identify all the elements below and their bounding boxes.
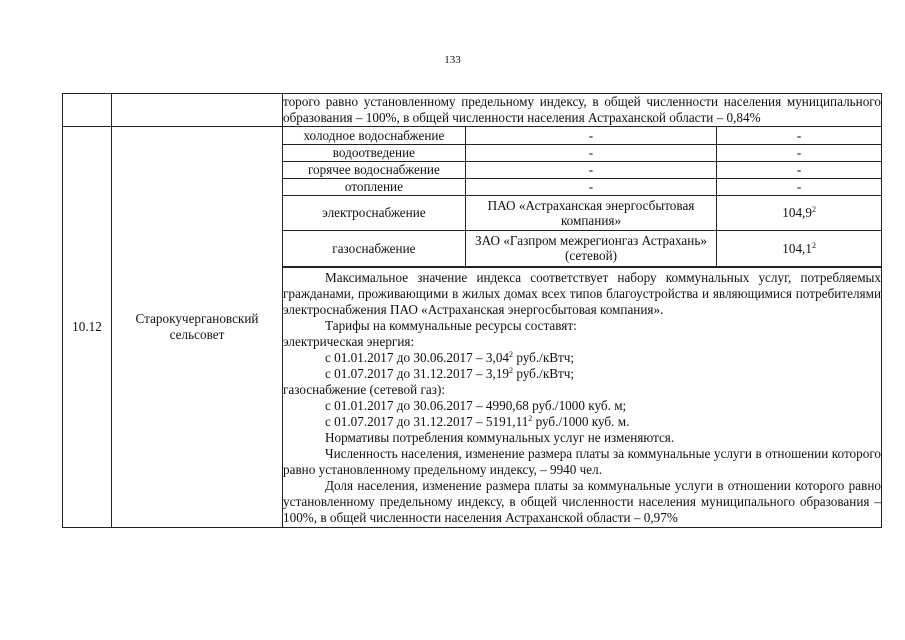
service-provider: ПАО «Астраханская энергосбытовая компания» bbox=[465, 195, 716, 230]
service-row bbox=[283, 161, 881, 178]
gas-tariff-2 bbox=[283, 414, 881, 430]
gas-tariff-1: с 01.01.2017 до 30.06.2017 – 4990,68 руб./1000 куб. м; bbox=[325, 397, 627, 413]
service-name: холодное водоснабжение bbox=[283, 127, 465, 144]
service-index-cell bbox=[717, 195, 881, 230]
gas-label: газоснабжение (сетевой газ): bbox=[283, 381, 446, 397]
service-provider: - bbox=[465, 178, 716, 195]
max-index-paragraph: Максимальное значение индекса соответствует набору коммунальных услуг, потребляемых гражданами, проживающими в жилых домах всех типов благоустройства и являющимися потребителями электроснабжения ПАО «Астраханская энергосбытовая компания». bbox=[283, 269, 881, 317]
table-row bbox=[63, 94, 882, 127]
service-name: отопление bbox=[283, 178, 465, 195]
service-provider: - bbox=[465, 161, 716, 178]
page-number: 133 bbox=[444, 54, 461, 66]
share-paragraph: Доля населения, изменение размера платы за коммунальные услуги в отношении которого равно установленному предельному индексу, в общей численности населения муниципального образования – 100%, в общей численности населения Астраханской области – 0,97% bbox=[283, 477, 881, 525]
service-provider: - bbox=[465, 127, 716, 144]
footnote-mark: 2 bbox=[528, 413, 533, 423]
service-name: газоснабжение bbox=[283, 230, 465, 266]
entry-number: 10.12 bbox=[63, 127, 112, 528]
service-index: - bbox=[717, 161, 881, 178]
continued-share-text: торого равно установленному предельному индексу, в общей численности населения муниципального образования – 100%, в общей численности населения Астраханской области – 0,84% bbox=[283, 94, 881, 125]
footnote-mark: 2 bbox=[811, 205, 816, 214]
service-index: - bbox=[717, 127, 881, 144]
service-name: водоотведение bbox=[283, 144, 465, 161]
service-row bbox=[283, 195, 881, 230]
empty-name-cell bbox=[112, 94, 283, 127]
tariffs-intro: Тарифы на коммунальные ресурсы составят: bbox=[325, 317, 577, 333]
service-row bbox=[283, 178, 881, 195]
footnote-mark: 2 bbox=[509, 349, 514, 359]
service-provider: - bbox=[465, 144, 716, 161]
service-name: электроснабжение bbox=[283, 195, 465, 230]
empty-number-cell bbox=[63, 94, 112, 127]
service-row bbox=[283, 230, 881, 266]
entry-name: Старокучергановский сельсовет bbox=[112, 127, 283, 528]
service-provider: ЗАО «Газпром межрегионгаз Астрахань» (сетевой) bbox=[465, 230, 716, 266]
tariff-text: с 01.07.2017 до 31.12.2017 – 5191,11 bbox=[325, 413, 529, 429]
footnote-mark: 2 bbox=[509, 365, 514, 375]
norms-paragraph: Нормативы потребления коммунальных услуг не изменяются. bbox=[325, 429, 675, 445]
services-cell bbox=[283, 127, 882, 268]
electricity-tariff-2 bbox=[283, 366, 881, 382]
service-row bbox=[283, 144, 881, 161]
tariff-unit: руб./1000 куб. м. bbox=[532, 413, 630, 429]
tariff-text: с 01.07.2017 до 31.12.2017 – 3,19 bbox=[325, 365, 510, 381]
description-cell bbox=[283, 267, 882, 527]
tariff-table bbox=[62, 93, 882, 528]
electricity-label: электрическая энергия: bbox=[283, 333, 415, 349]
tariff-unit: руб./кВтч; bbox=[513, 365, 575, 381]
service-index: - bbox=[717, 144, 881, 161]
service-name: горячее водоснабжение bbox=[283, 161, 465, 178]
service-row bbox=[283, 127, 881, 144]
service-index: - bbox=[717, 178, 881, 195]
service-index: 104,9 bbox=[782, 205, 812, 220]
services-table bbox=[283, 127, 881, 267]
continued-text-cell bbox=[283, 94, 882, 127]
electricity-tariff-1 bbox=[283, 350, 881, 366]
service-index-cell bbox=[717, 230, 881, 266]
tariff-text: с 01.01.2017 до 30.06.2017 – 3,04 bbox=[325, 349, 510, 365]
tariff-unit: руб./кВтч; bbox=[513, 349, 575, 365]
population-paragraph: Численность населения, изменение размера платы за коммунальные услуги в отношении которого равно установленному предельному индексу, – 9940 чел. bbox=[283, 445, 881, 477]
service-index: 104,1 bbox=[782, 240, 812, 256]
footnote-mark: 2 bbox=[811, 240, 816, 250]
table-row bbox=[63, 127, 882, 268]
